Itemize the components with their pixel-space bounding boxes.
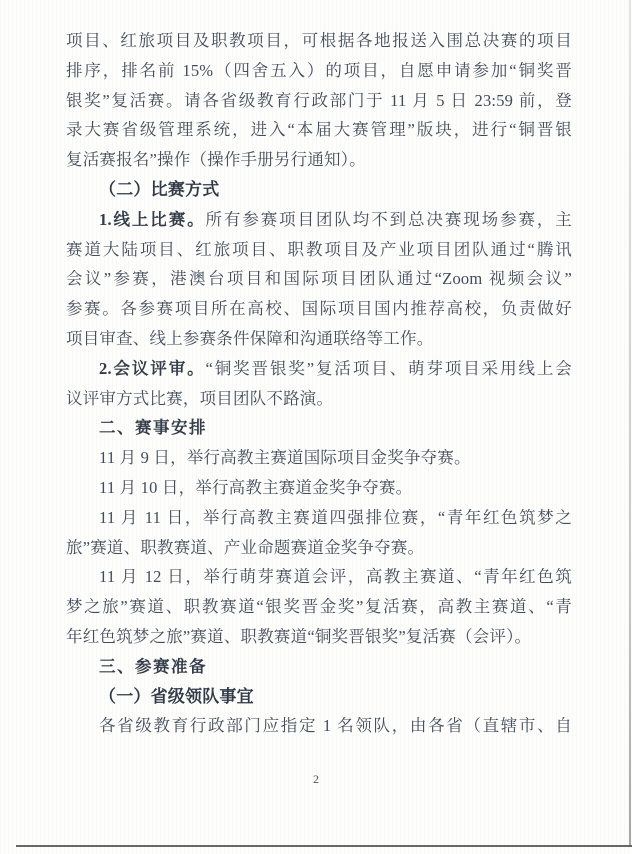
text-line: 参赛。各参赛项目所在高校、国际项目国内推荐高校，负责做好 xyxy=(66,299,572,319)
text-line: 11 月 10 日，举行高教主赛道金奖争夺赛。 xyxy=(99,478,413,497)
bold-lead-meeting-review: 2.会议评审。 xyxy=(99,358,206,378)
text-line: 11 月 11 日，举行高教主赛道四强排位赛，“青年红色筑梦之 xyxy=(99,507,572,527)
heading-participation-prep: 三、参赛准备 xyxy=(99,657,207,676)
text-line: 银奖”复活赛。请各省级教育行政部门于 11 月 5 日 23:59 前，登 xyxy=(66,90,572,110)
text-run: “铜奖晋银奖”复活项目、萌芽项目采用线上会 xyxy=(205,358,572,378)
text-line: 赛道大陆项目、红旅项目、职教项目及产业项目团队通过“腾讯 xyxy=(66,239,572,259)
text-line: 11 月 12 日，举行萌芽赛道会评，高教主赛道、“青年红色筑 xyxy=(99,567,572,587)
text-line: 项目、红旅项目及职教项目，可根据各地报送入围总决赛的项目 xyxy=(66,31,572,50)
text-line xyxy=(66,205,572,235)
text-line: 梦之旅”赛道、职教赛道“银奖晋金奖”复活赛，高教主赛道、“青 xyxy=(66,597,572,617)
text-line: 议评审方式比赛，项目团队不路演。 xyxy=(66,388,334,408)
scan-edge-right xyxy=(629,0,631,847)
heading-provincial-leader: （一）省级领队事宜 xyxy=(99,686,254,706)
text-line: 会议”参赛，港澳台项目和国际项目团队通过“Zoom 视频会议” xyxy=(66,269,572,289)
scan-edge-bottom xyxy=(16,845,632,847)
text-line: 各省级教育行政部门应指定 1 名领队，由各省（直辖市、自 xyxy=(99,716,572,736)
text-line: 复活赛报名”操作（操作手册另行通知）。 xyxy=(66,150,366,170)
text-line: 项目审查、线上参赛条件保障和沟通联络等工作。 xyxy=(66,329,434,348)
text-line: 年红色筑梦之旅”赛道、职教赛道“铜奖晋银奖”复活赛（会评）。 xyxy=(66,627,532,646)
page-number: 2 xyxy=(313,772,319,786)
text-line: 11 月 9 日，举行高教主赛道国际项目金奖争夺赛。 xyxy=(99,448,471,468)
text-line: 旅”赛道、职教赛道、产业命题赛道金奖争夺赛。 xyxy=(66,537,425,557)
heading-event-schedule: 二、赛事安排 xyxy=(99,419,207,438)
text-line xyxy=(66,354,572,384)
text-run: 所有参赛项目团队均不到总决赛现场参赛，主 xyxy=(205,209,572,229)
text-line: 排序，排名前 15%（四舍五入）的项目，自愿申请参加“铜奖晋 xyxy=(66,60,572,80)
bold-lead-online-competition: 1.线上比赛。 xyxy=(99,209,206,229)
heading-competition-format: （二）比赛方式 xyxy=(99,180,220,199)
text-line: 录大赛省级管理系统，进入“本届大赛管理”版块，进行“铜晋银 xyxy=(66,120,572,140)
